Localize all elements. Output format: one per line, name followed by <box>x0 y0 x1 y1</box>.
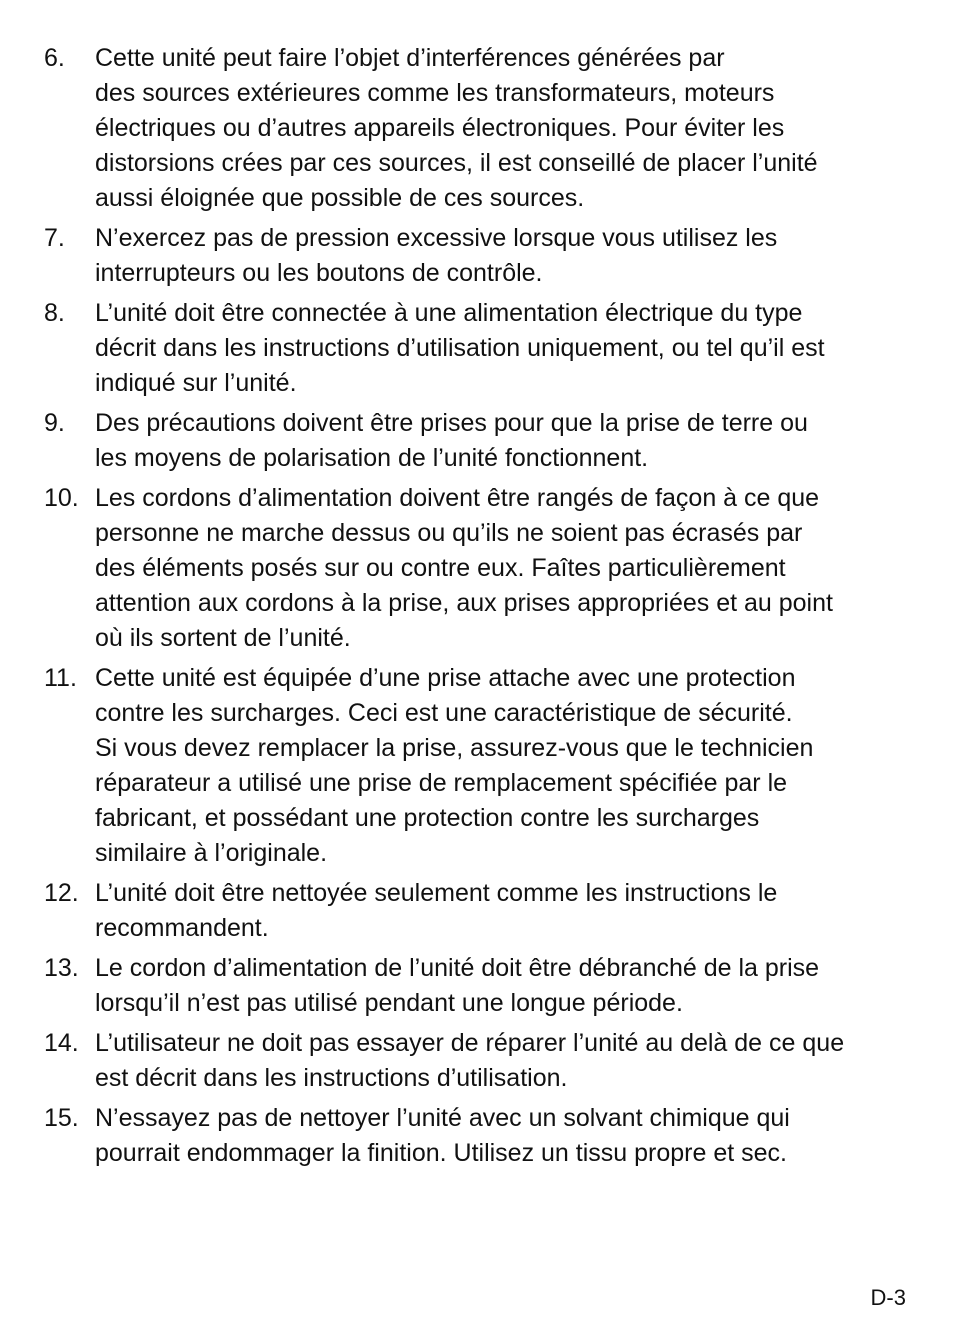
text-line: contre les surcharges. Ceci est une caractéristique de sécurité. <box>95 699 793 727</box>
text-line: indiqué sur l’unité. <box>95 369 297 397</box>
list-item <box>44 1101 910 1171</box>
text-line: aussi éloignée que possible de ces sources. <box>95 184 585 212</box>
text-line: similaire à l’originale. <box>95 839 328 867</box>
item-text <box>95 951 910 1021</box>
item-text <box>95 1101 910 1171</box>
text-line: Le cordon d’alimentation de l’unité doit être débranché de la prise <box>95 954 820 982</box>
text-line: des sources extérieures comme les transformateurs, moteurs <box>95 79 775 107</box>
item-number: 14. <box>44 1029 79 1057</box>
item-number: 12. <box>44 879 79 907</box>
item-text <box>95 1026 910 1096</box>
item-number: 10. <box>44 484 79 512</box>
item-number: 11. <box>44 664 77 692</box>
page-number: D-3 <box>870 1285 906 1310</box>
text-line: des éléments posés sur ou contre eux. Faîtes particulièrement <box>95 554 786 582</box>
text-line: lorsqu’il n’est pas utilisé pendant une longue période. <box>95 989 683 1017</box>
text-line: Cette unité peut faire l’objet d’interférences générées par <box>95 44 725 72</box>
text-line: pourrait endommager la finition. Utilisez un tissu propre et sec. <box>95 1139 787 1167</box>
list-item <box>44 406 910 476</box>
text-line: recommandent. <box>95 914 269 942</box>
list-item <box>44 221 910 291</box>
text-line: Des précautions doivent être prises pour que la prise de terre ou <box>95 409 808 437</box>
text-line: réparateur a utilisé une prise de remplacement spécifiée par le <box>95 769 788 797</box>
text-line: N’essayez pas de nettoyer l’unité avec un solvant chimique qui <box>95 1104 790 1132</box>
text-line: L’utilisateur ne doit pas essayer de réparer l’unité au delà de ce que <box>95 1029 845 1057</box>
text-line: personne ne marche dessus ou qu’ils ne soient pas écrasés par <box>95 519 803 547</box>
text-line: interrupteurs ou les boutons de contrôle. <box>95 259 543 287</box>
text-line: N’exercez pas de pression excessive lorsque vous utilisez les <box>95 224 778 252</box>
text-line: L’unité doit être nettoyée seulement comme les instructions le <box>95 879 778 907</box>
item-number: 9. <box>44 409 65 437</box>
item-text <box>95 221 910 291</box>
text-line: électriques ou d’autres appareils électroniques. Pour éviter les <box>95 114 785 142</box>
safety-instructions-list <box>44 41 910 1176</box>
list-item <box>44 296 910 401</box>
text-line: décrit dans les instructions d’utilisation uniquement, ou tel qu’il est <box>95 334 825 362</box>
text-line: attention aux cordons à la prise, aux prises appropriées et au point <box>95 589 833 617</box>
item-number: 15. <box>44 1104 79 1132</box>
text-line: est décrit dans les instructions d’utilisation. <box>95 1064 568 1092</box>
text-line: où ils sortent de l’unité. <box>95 624 351 652</box>
list-item <box>44 1026 910 1096</box>
item-text <box>95 876 910 946</box>
list-item <box>44 951 910 1021</box>
item-text <box>95 296 910 401</box>
item-number: 7. <box>44 224 65 252</box>
item-text <box>95 661 910 871</box>
item-text <box>95 481 910 656</box>
text-line: Cette unité est équipée d’une prise attache avec une protection <box>95 664 796 692</box>
list-item <box>44 41 910 216</box>
list-item <box>44 481 910 656</box>
item-number: 13. <box>44 954 79 982</box>
item-number: 8. <box>44 299 65 327</box>
text-line: distorsions crées par ces sources, il est conseillé de placer l’unité <box>95 149 818 177</box>
text-line: les moyens de polarisation de l’unité fonctionnent. <box>95 444 649 472</box>
text-line: L’unité doit être connectée à une alimentation électrique du type <box>95 299 803 327</box>
text-line: Les cordons d’alimentation doivent être rangés de façon à ce que <box>95 484 820 512</box>
list-item <box>44 876 910 946</box>
item-text <box>95 406 910 476</box>
text-line: Si vous devez remplacer la prise, assurez-vous que le technicien <box>95 734 814 762</box>
item-number: 6. <box>44 44 65 72</box>
text-line: fabricant, et possédant une protection contre les surcharges <box>95 804 760 832</box>
list-item <box>44 661 910 871</box>
item-text <box>95 41 910 216</box>
